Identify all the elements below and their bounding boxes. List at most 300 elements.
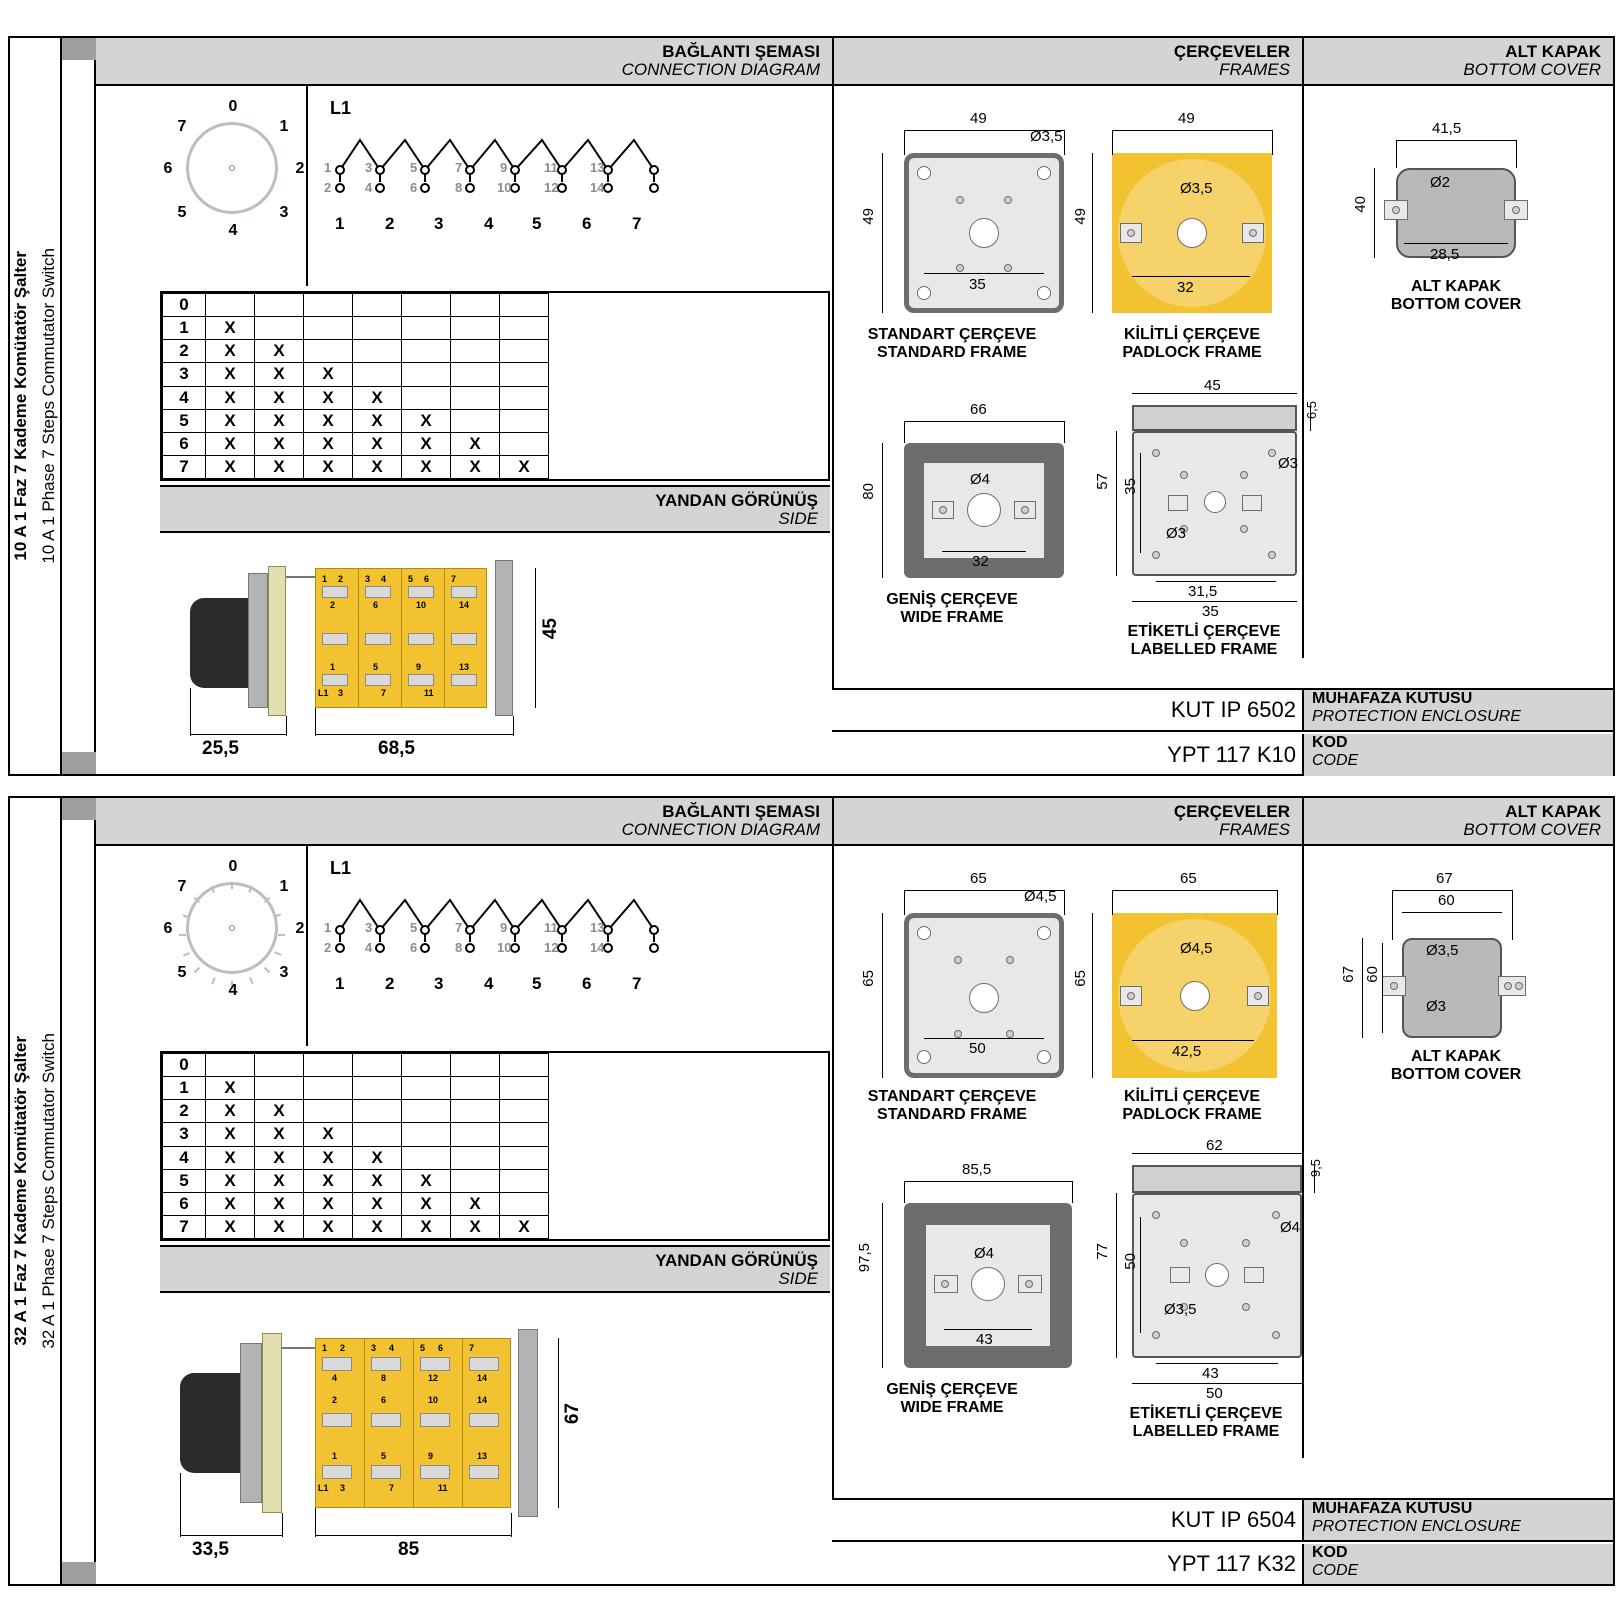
code-label-en-1: CODE	[1312, 752, 1359, 769]
contact-cell: X	[304, 455, 353, 478]
contact-cell	[402, 1077, 451, 1100]
footer-enclosure-1	[832, 690, 1613, 732]
label-cover-en-1: BOTTOM COVER	[1390, 296, 1522, 314]
term-bot-5-2: 10	[497, 940, 512, 955]
contact-cell	[304, 317, 353, 340]
body-seam-1-1	[358, 568, 359, 708]
schematic-svg-1	[310, 96, 830, 286]
schem-col-5-1: 5	[532, 214, 542, 233]
contact-cell-spacer	[549, 294, 829, 317]
header-connection-tr-1: BAĞLANTI ŞEMASI	[662, 42, 820, 61]
contact-cell	[402, 1146, 451, 1169]
contact-cell: X	[451, 432, 500, 455]
label-padlock-tr-1: KİLİTLİ ÇERÇEVE	[1123, 326, 1260, 343]
contact-cell	[402, 1100, 451, 1123]
terminal-block-9-1	[322, 674, 348, 686]
contact-cell-spacer	[549, 1077, 829, 1100]
dim-lab-w-2: 62	[1206, 1137, 1223, 1154]
contact-cell	[304, 340, 353, 363]
dim-wide-h-2: 97,5	[856, 1243, 873, 1273]
label-wide-tr-2: GENİŞ ÇERÇEVE	[886, 1381, 1018, 1398]
header-connection-2	[96, 798, 832, 846]
contact-cell	[304, 294, 353, 317]
dim-cover-h-1: 40	[1352, 196, 1369, 213]
dial-pos-4-1: 4	[228, 222, 238, 239]
dim-pad-w-1: 49	[1178, 110, 1195, 127]
schematic-l1-label-2: L1	[330, 858, 352, 878]
dim-lab-h2-2: 50	[1122, 1253, 1139, 1270]
term-top-5-1: 9	[500, 160, 508, 175]
dial-pos-2-1: 2	[295, 160, 305, 177]
contact-table-grid-1	[162, 293, 828, 479]
shaft-2	[282, 1347, 315, 1349]
table-row	[163, 363, 829, 386]
label-wide-en-2: WIDE FRAME	[900, 1399, 1004, 1417]
dim-depth-1: 25,5	[202, 738, 239, 759]
contact-cell	[402, 386, 451, 409]
contact-cell	[451, 409, 500, 432]
term-top-6-2: 11	[544, 920, 558, 935]
contact-cell: X	[255, 340, 304, 363]
contact-cell	[304, 1100, 353, 1123]
term-top-5-2: 9	[500, 920, 508, 935]
contact-cell: X	[304, 1123, 353, 1146]
contact-cell: X	[500, 455, 549, 478]
table-row	[163, 340, 829, 363]
contact-cell: X	[304, 1169, 353, 1192]
contact-cell	[500, 1146, 549, 1169]
contact-cell	[500, 409, 549, 432]
header-bottomcover-2	[1302, 798, 1613, 846]
contact-cell: X	[206, 1123, 255, 1146]
schem-col-3-1: 3	[434, 214, 444, 233]
contact-cell	[402, 1054, 451, 1077]
label-labelled-en-1: LABELLED FRAME	[1130, 641, 1278, 659]
label-labelled-en-2: LABELLED FRAME	[1132, 1423, 1280, 1441]
label-padlock-tr-2: KİLİTLİ ÇERÇEVE	[1123, 1088, 1260, 1105]
dim-height-1: 45	[540, 618, 561, 640]
contact-cell-spacer	[549, 1169, 829, 1192]
dim-wide-pitch-1: 32	[972, 553, 989, 570]
gray-marker-bottom-1	[62, 752, 96, 774]
contact-cell-spacer	[549, 1146, 829, 1169]
dim-std-h-1: 49	[860, 208, 877, 225]
dim-lab-thk-1: 6,5	[1304, 401, 1319, 420]
contact-table-2	[160, 1051, 830, 1241]
header-side-en-1: SIDE	[778, 508, 818, 528]
header-side-tr-1: YANDAN GÖRÜNÜŞ	[655, 491, 818, 510]
contact-cell	[255, 1054, 304, 1077]
contact-cell: X	[206, 1146, 255, 1169]
dim-lab-thk-2: 9,5	[1308, 1159, 1323, 1178]
schematic-1	[310, 96, 830, 286]
dial-pos-0-1: 0	[228, 98, 238, 115]
schem-col-2-2: 2	[385, 974, 395, 993]
schematic-svg-2	[310, 856, 830, 1046]
label-cover-tr-2: ALT KAPAK	[1410, 1048, 1502, 1065]
terminal-block-8-1	[451, 633, 477, 645]
term-bot-4-1: 8	[455, 180, 463, 195]
contact-cell: X	[304, 1215, 353, 1238]
dim-pad-h-2: 65	[1072, 970, 1089, 987]
footer-enclosure-2	[832, 1500, 1613, 1542]
contact-cell	[500, 1169, 549, 1192]
dim-lab-pitch1-1: 31,5	[1188, 583, 1218, 600]
dial-pos-4-2: 4	[228, 982, 238, 999]
dim-wide-hole-1: Ø4	[970, 471, 991, 488]
padlock-frame-1	[1072, 88, 1302, 388]
table-row	[163, 1100, 829, 1123]
dim-lab-pitch2-1: 35	[1202, 603, 1219, 620]
term-top-4-1: 7	[455, 160, 463, 175]
contact-cell-spacer	[549, 317, 829, 340]
contact-cell	[500, 363, 549, 386]
contact-cell: X	[402, 455, 451, 478]
table-row	[163, 1054, 829, 1077]
schematic-divider-2	[306, 846, 308, 1046]
contact-cell	[402, 294, 451, 317]
schematic-divider-1	[306, 86, 308, 286]
term-top-2-2: 3	[365, 920, 373, 935]
schem-col-2-1: 2	[385, 214, 395, 233]
mount-plate-1	[248, 573, 268, 708]
contact-cell-spacer	[549, 432, 829, 455]
divider-2b	[1302, 798, 1304, 1458]
dim-cover-w-1: 41,5	[1432, 120, 1462, 137]
contact-cell-spacer	[549, 409, 829, 432]
label-cover-en-2: BOTTOM COVER	[1390, 1066, 1522, 1084]
dial-pos-6-2: 6	[163, 920, 173, 937]
term-top-3-1: 5	[410, 160, 418, 175]
gray-strip-2	[62, 798, 96, 1584]
contact-cell: X	[353, 386, 402, 409]
contact-cell	[255, 294, 304, 317]
schematic-2	[310, 856, 830, 1046]
dim-pad-hole-2: Ø4,5	[1180, 940, 1213, 957]
label-standard-tr-1: STANDART ÇERÇEVE	[867, 326, 1037, 343]
contact-cell-spacer	[549, 363, 829, 386]
product-block-10a	[8, 36, 1615, 776]
dial-hub-1	[229, 165, 235, 171]
term-bot-7-2: 14	[590, 940, 605, 955]
contact-cell	[206, 1054, 255, 1077]
contact-cell: X	[255, 1192, 304, 1215]
product-block-32a	[8, 796, 1615, 1586]
gray-strip-1	[62, 38, 96, 774]
term-bot-6-2: 12	[544, 940, 559, 955]
gasket-2	[262, 1333, 282, 1513]
contact-cell	[500, 1192, 549, 1215]
contact-cell: X	[206, 340, 255, 363]
rear-plate-2	[518, 1329, 538, 1517]
contact-cell	[451, 1054, 500, 1077]
body-seam-3-1	[444, 568, 445, 708]
dim-cover-hole2-2: Ø3	[1426, 998, 1447, 1015]
contact-cell	[500, 1123, 549, 1146]
dial-pos-2-2: 2	[295, 920, 305, 937]
terminal-block-10-1	[365, 674, 391, 686]
header-connection-tr-2: BAĞLANTI ŞEMASI	[662, 802, 820, 821]
terminal-block-11-1	[408, 674, 434, 686]
terminal-block-3-1	[408, 586, 434, 598]
contact-cell	[206, 294, 255, 317]
term-top-1-1: 1	[324, 160, 332, 175]
contact-cell: X	[353, 1146, 402, 1169]
contact-cell: X	[206, 1192, 255, 1215]
step-label: 1	[163, 317, 206, 340]
contact-cell: X	[353, 455, 402, 478]
schem-col-4-2: 4	[484, 974, 494, 993]
contact-cell: X	[402, 409, 451, 432]
terminal-block-5-1	[322, 633, 348, 645]
label-cover-tr-1: ALT KAPAK	[1410, 278, 1502, 295]
contact-cell: X	[451, 455, 500, 478]
term-bot-4-2: 8	[455, 940, 463, 955]
contact-cell	[451, 317, 500, 340]
label-wide-en-1: WIDE FRAME	[900, 609, 1004, 627]
dial-pos-7-2: 7	[177, 878, 187, 895]
term-top-7-2: 13	[590, 920, 605, 935]
contact-cell: X	[353, 409, 402, 432]
step-label: 1	[163, 1077, 206, 1100]
schem-col-7-1: 7	[632, 214, 642, 233]
header-frames-tr-1: ÇERÇEVELER	[1173, 42, 1290, 61]
bottom-cover-2	[1306, 848, 1611, 1118]
contact-cell	[500, 1077, 549, 1100]
dim-cover-w2-2: 60	[1438, 892, 1455, 909]
dim-std-pitch-2: 50	[969, 1040, 986, 1057]
contact-cell	[402, 363, 451, 386]
dial-pos-3-1: 3	[279, 204, 289, 221]
label-padlock-en-1: PADLOCK FRAME	[1122, 344, 1262, 362]
dim-length-1: 68,5	[378, 738, 415, 759]
enclosure-label-en-1: PROTECTION ENCLOSURE	[1312, 708, 1521, 725]
contact-cell	[304, 1077, 353, 1100]
term-bot-5-1: 10	[497, 180, 512, 195]
dim-lab-h-1: 57	[1094, 473, 1111, 490]
header-frames-en-2: FRAMES	[1219, 819, 1290, 839]
contact-cell: X	[206, 432, 255, 455]
term-bot-2-2: 4	[365, 940, 373, 955]
contact-cell	[451, 1169, 500, 1192]
contact-cell: X	[255, 1146, 304, 1169]
code-label-tr-1: KOD	[1312, 734, 1348, 751]
contact-cell: X	[206, 1077, 255, 1100]
table-row	[163, 294, 829, 317]
schem-col-4-1: 4	[484, 214, 494, 233]
contact-cell	[500, 317, 549, 340]
contact-cell: X	[500, 1215, 549, 1238]
contact-cell: X	[353, 432, 402, 455]
header-frames-en-1: FRAMES	[1219, 59, 1290, 79]
contact-cell: X	[206, 363, 255, 386]
dim-lab-hole2-1: Ø3	[1166, 525, 1187, 542]
terminal-block-2-1	[365, 586, 391, 598]
label-standard-en-1: STANDARD FRAME	[877, 344, 1027, 362]
body-seam-2-1	[401, 568, 402, 708]
contact-cell: X	[402, 1215, 451, 1238]
dim-lab-w-1: 45	[1204, 377, 1221, 394]
dial-pos-5-1: 5	[177, 204, 187, 221]
contact-cell: X	[206, 1215, 255, 1238]
contact-cell-spacer	[549, 455, 829, 478]
dial-pos-6-1: 6	[163, 160, 173, 177]
label-padlock-en-2: PADLOCK FRAME	[1122, 1106, 1262, 1124]
contact-cell: X	[255, 1123, 304, 1146]
enclosure-value-1: KUT IP 6502	[1170, 697, 1296, 722]
contact-cell	[353, 1077, 402, 1100]
dim-lab-hole1-1: Ø3	[1278, 455, 1299, 472]
contact-cell	[353, 317, 402, 340]
table-row	[163, 1146, 829, 1169]
dim-wide-w-2: 85,5	[962, 1161, 992, 1178]
step-label: 6	[163, 432, 206, 455]
dim-std-hole-2: Ø4,5	[1024, 888, 1057, 905]
dial-pos-0-2: 0	[228, 858, 238, 875]
term-top-6-1: 11	[544, 160, 558, 175]
contact-cell-spacer	[549, 1123, 829, 1146]
dial-pos-7-1: 7	[177, 118, 187, 135]
contact-cell: X	[304, 1146, 353, 1169]
dim-std-hole-1: Ø3,5	[1030, 128, 1063, 145]
contact-cell	[353, 294, 402, 317]
step-label: 7	[163, 455, 206, 478]
contact-cell: X	[255, 1215, 304, 1238]
header-frames-1	[832, 38, 1302, 86]
gray-marker-top-1	[62, 38, 96, 60]
schem-col-3-2: 3	[434, 974, 444, 993]
contact-cell: X	[304, 363, 353, 386]
header-bottomcover-tr-2: ALT KAPAK	[1505, 802, 1601, 821]
terminal-block-12-1	[451, 674, 477, 686]
header-side-tr-2: YANDAN GÖRÜNÜŞ	[655, 1251, 818, 1270]
contact-cell-spacer	[549, 1054, 829, 1077]
term-bot-6-1: 12	[544, 180, 559, 195]
header-side-1	[160, 485, 830, 533]
dim-cover-hole-2: Ø3,5	[1426, 942, 1459, 959]
side-view-1: 1 2 3 4 5 6 7 2 6 10 14 1 5 9 13 L1 3 7 11 25,5 68,5 45	[160, 538, 830, 768]
label-wide-tr-1: GENİŞ ÇERÇEVE	[886, 591, 1018, 608]
contact-cell	[402, 317, 451, 340]
contact-cell: X	[402, 432, 451, 455]
contact-cell: X	[255, 1169, 304, 1192]
table-row	[163, 1123, 829, 1146]
contact-cell: X	[255, 455, 304, 478]
schematic-l1-label-1: L1	[330, 98, 352, 118]
dial-pos-1-2: 1	[279, 878, 289, 895]
contact-cell: X	[255, 363, 304, 386]
schem-col-6-2: 6	[582, 974, 592, 993]
dim-lab-pitch1-2: 43	[1202, 1365, 1219, 1382]
contact-cell	[500, 432, 549, 455]
header-bottomcover-tr-1: ALT KAPAK	[1505, 42, 1601, 61]
contact-cell-spacer	[549, 1215, 829, 1238]
bottom-cover-1	[1306, 88, 1611, 358]
contact-cell	[500, 294, 549, 317]
contact-cell-spacer	[549, 386, 829, 409]
contact-cell	[353, 340, 402, 363]
header-connection-1	[96, 38, 832, 86]
term-top-3-2: 5	[410, 920, 418, 935]
wide-frame-2	[834, 1143, 1069, 1473]
contact-cell	[353, 363, 402, 386]
table-row	[163, 317, 829, 340]
dial-pos-3-2: 3	[279, 964, 289, 981]
contact-cell	[451, 363, 500, 386]
table-row	[163, 1169, 829, 1192]
step-label: 4	[163, 1146, 206, 1169]
schem-col-1-2: 1	[335, 974, 345, 993]
contact-cell: X	[255, 409, 304, 432]
header-connection-en-1: CONNECTION DIAGRAM	[621, 59, 820, 79]
dim-cover-pitch-1: 28,5	[1430, 246, 1460, 263]
dim-std-w-1: 49	[970, 110, 987, 127]
side-label-en-2: 32 A 1 Phase 7 Steps Commutator Switch	[39, 1033, 58, 1349]
enclosure-label-tr-2: MUHAFAZA KUTUSU	[1312, 1500, 1473, 1517]
term-top-2-1: 3	[365, 160, 373, 175]
contact-cell	[451, 1100, 500, 1123]
term-bot-1-2: 2	[324, 940, 332, 955]
header-bottomcover-en-2: BOTTOM COVER	[1463, 819, 1601, 839]
contact-cell: X	[304, 386, 353, 409]
contact-cell	[353, 1100, 402, 1123]
contact-cell	[451, 1146, 500, 1169]
step-label: 5	[163, 409, 206, 432]
step-label: 0	[163, 1054, 206, 1077]
standard-frame-2	[834, 848, 1069, 1148]
contact-cell	[500, 1100, 549, 1123]
dim-length-2: 85	[398, 1539, 420, 1560]
dim-pad-h-1: 49	[1072, 208, 1089, 225]
dim-lab-hole1-2: Ø4	[1280, 1219, 1301, 1236]
contact-cell: X	[206, 317, 255, 340]
step-label: 5	[163, 1169, 206, 1192]
header-frames-tr-2: ÇERÇEVELER	[1173, 802, 1290, 821]
step-label: 4	[163, 386, 206, 409]
contact-cell	[255, 317, 304, 340]
dim-std-h-2: 65	[860, 970, 877, 987]
contact-cell: X	[206, 455, 255, 478]
contact-cell: X	[402, 1169, 451, 1192]
dial-pos-1-1: 1	[279, 118, 289, 135]
contact-table-grid-2	[162, 1053, 828, 1239]
contact-cell: X	[304, 432, 353, 455]
dim-wide-w-1: 66	[970, 401, 987, 418]
contact-cell: X	[206, 1169, 255, 1192]
header-side-en-2: SIDE	[778, 1268, 818, 1288]
contact-cell	[353, 1054, 402, 1077]
term-top-4-2: 7	[455, 920, 463, 935]
label-standard-tr-2: STANDART ÇERÇEVE	[867, 1088, 1037, 1105]
step-label: 6	[163, 1192, 206, 1215]
contact-cell	[304, 1054, 353, 1077]
terminal-block-7-1	[408, 633, 434, 645]
contact-cell	[451, 340, 500, 363]
gray-marker-top-2	[62, 798, 96, 820]
padlock-frame-2	[1072, 848, 1302, 1148]
dim-cover-w-2: 67	[1436, 870, 1453, 887]
dim-pad-hole-1: Ø3,5	[1180, 180, 1213, 197]
gasket-1	[268, 566, 286, 716]
term-bot-3-1: 6	[410, 180, 418, 195]
side-view-2: 1 2 3 4 5 6 7 4 8 12 14 2 6 10 14 1 5 9 13 L1 3 7 11 33,5 85 67	[160, 1303, 830, 1573]
step-label: 2	[163, 340, 206, 363]
contact-cell	[500, 340, 549, 363]
dim-lab-h-2: 77	[1094, 1243, 1111, 1260]
labelled-frame-1	[1072, 377, 1319, 683]
rear-plate-1	[495, 560, 513, 716]
mount-plate-2	[240, 1343, 262, 1503]
